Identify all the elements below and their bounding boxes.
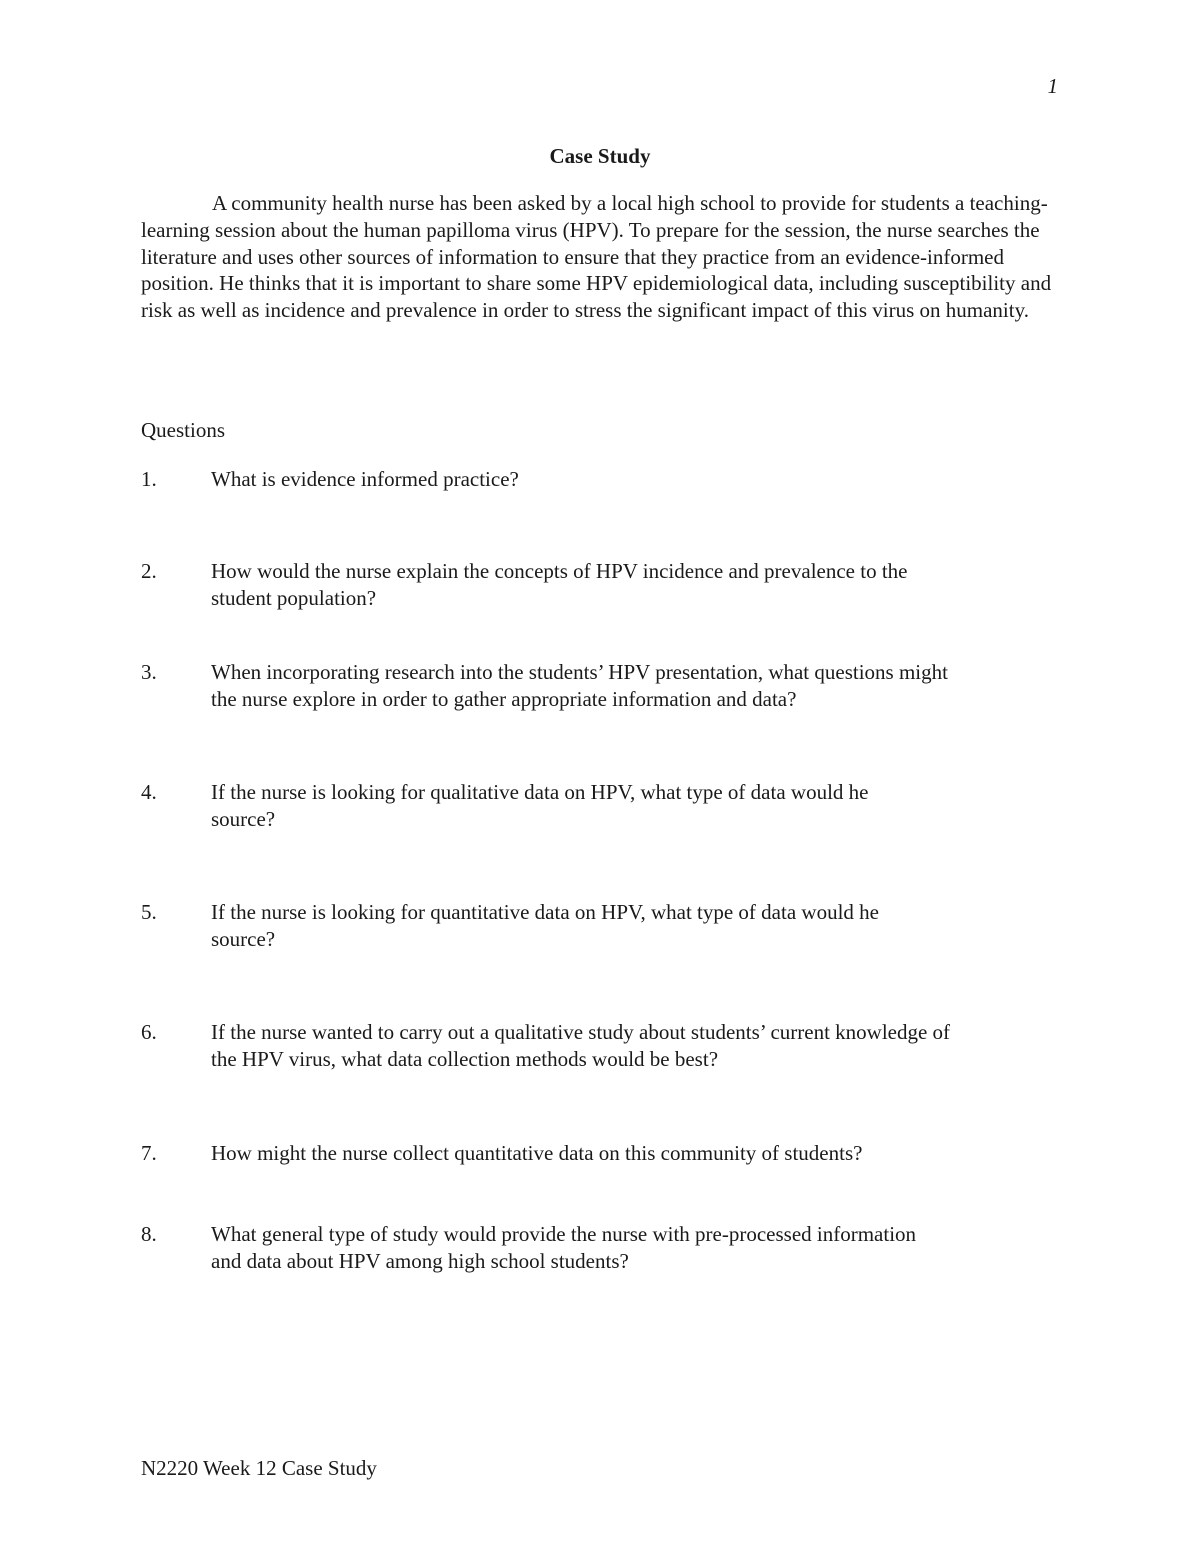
question-text-line: What is evidence informed practice? bbox=[211, 467, 519, 491]
intro-paragraph: A community health nurse has been asked by a local high school to provide for students a teaching-learning session about the human papilloma virus (HPV). To prepare for the session, the nurse searches the literature and uses other sources of information to ensure that they practice from an evidence-informed position. He thinks that it is important to share some HPV epidemiological data, including susceptibility and risk as well as incidence and prevalence in order to stress the significant impact of this virus on humanity. bbox=[141, 191, 1052, 323]
question-text-line: How would the nurse explain the concepts of HPV incidence and prevalence to the bbox=[211, 559, 908, 583]
questions-heading: Questions bbox=[141, 418, 225, 442]
question-text bbox=[211, 558, 1061, 612]
page-number: 1 bbox=[1047, 74, 1058, 98]
question-text-line: If the nurse is looking for qualitative data on HPV, what type of data would he bbox=[211, 780, 869, 804]
question-text-line: When incorporating research into the students’ HPV presentation, what questions might bbox=[211, 660, 948, 684]
question-text-line: What general type of study would provide the nurse with pre-processed information bbox=[211, 1222, 917, 1246]
question-text-line: How might the nurse collect quantitative data on this community of students? bbox=[211, 1141, 863, 1165]
question-text-line: source? bbox=[211, 927, 276, 951]
question-number: 8. bbox=[141, 1222, 157, 1246]
question-text bbox=[211, 1221, 1061, 1275]
question-number: 3. bbox=[141, 660, 157, 684]
question-number: 2. bbox=[141, 559, 157, 583]
question-number: 7. bbox=[141, 1141, 157, 1165]
page-title: Case Study bbox=[549, 144, 651, 168]
question-text bbox=[211, 659, 1061, 713]
question-text-line: source? bbox=[211, 807, 276, 831]
page-footer: N2220 Week 12 Case Study bbox=[141, 1456, 377, 1480]
question-number: 6. bbox=[141, 1020, 157, 1044]
question-number: 1. bbox=[141, 467, 157, 491]
question-text-line: the HPV virus, what data collection methods would be best? bbox=[211, 1047, 719, 1071]
question-text bbox=[211, 1019, 1061, 1073]
question-text-line: and data about HPV among high school students? bbox=[211, 1249, 629, 1273]
question-text-line: the nurse explore in order to gather appropriate information and data? bbox=[211, 687, 797, 711]
question-text-line: If the nurse wanted to carry out a qualitative study about students’ current knowledge of bbox=[211, 1020, 951, 1044]
question-text bbox=[211, 779, 1061, 833]
question-text-line: student population? bbox=[211, 586, 377, 610]
question-number: 5. bbox=[141, 900, 157, 924]
question-text bbox=[211, 1140, 1061, 1167]
question-text bbox=[211, 466, 1061, 493]
question-number: 4. bbox=[141, 780, 157, 804]
question-text bbox=[211, 899, 1061, 953]
question-text-line: If the nurse is looking for quantitative data on HPV, what type of data would he bbox=[211, 900, 879, 924]
